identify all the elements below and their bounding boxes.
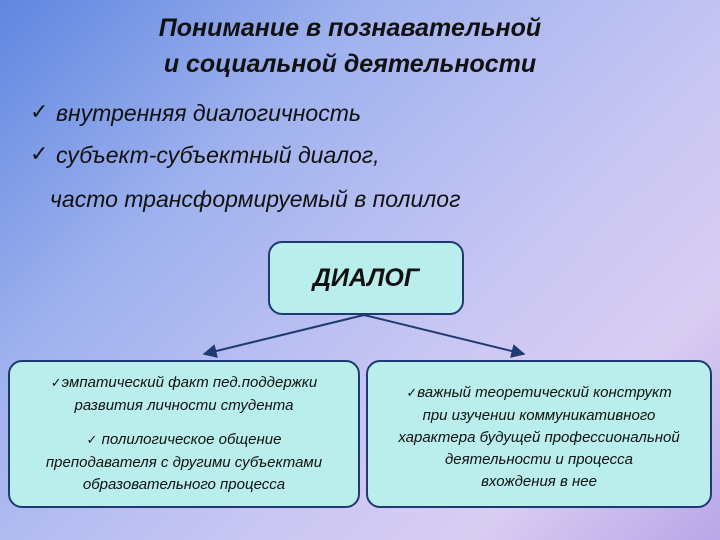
bullet-text: субъект-субъектный диалог, [56, 142, 380, 168]
checkmark-icon: ✓ [50, 376, 62, 391]
left-item-2 [14, 429, 354, 452]
bullet-text: внутренняя диалогичность [56, 100, 361, 126]
right-line-5: вхождения в нее [481, 473, 597, 490]
dialog-box: ДИАЛОГ [268, 241, 464, 315]
left-box [8, 360, 360, 508]
title-line-1: Понимание в познавательной [158, 14, 542, 42]
left-item-2-line-1: полилогическое общение [101, 431, 282, 448]
left-item-1 [14, 372, 354, 395]
right-line-4: деятельности и процесса [445, 451, 633, 468]
arrow-to-left-box [204, 315, 364, 354]
checkmark-icon: ✓ [406, 386, 418, 401]
right-line-3: характера будущей профессиональной [398, 429, 680, 446]
title-line-2: и социальной деятельности [163, 50, 537, 78]
arrow-to-right-box [364, 315, 524, 354]
left-item-1-line-1: эмпатический факт пед.поддержки [61, 374, 318, 391]
checkmark-icon: ✓ [30, 142, 49, 167]
right-line-2: при изучении коммуникативного [422, 407, 656, 424]
right-item [372, 382, 706, 405]
left-item-1-line-2: развития личности студента [74, 397, 294, 414]
checkmark-icon: ✓ [30, 100, 49, 125]
left-item-2-line-3: образовательного процесса [82, 476, 286, 493]
left-item-2-line-2: преподавателя с другими субъектами [45, 454, 323, 471]
right-line-1: важный теоретический конструкт [417, 384, 672, 401]
right-box [366, 360, 712, 508]
bullet-continuation: часто трансформируемый в полилог [50, 186, 461, 212]
checkmark-icon: ✓ [86, 433, 98, 448]
